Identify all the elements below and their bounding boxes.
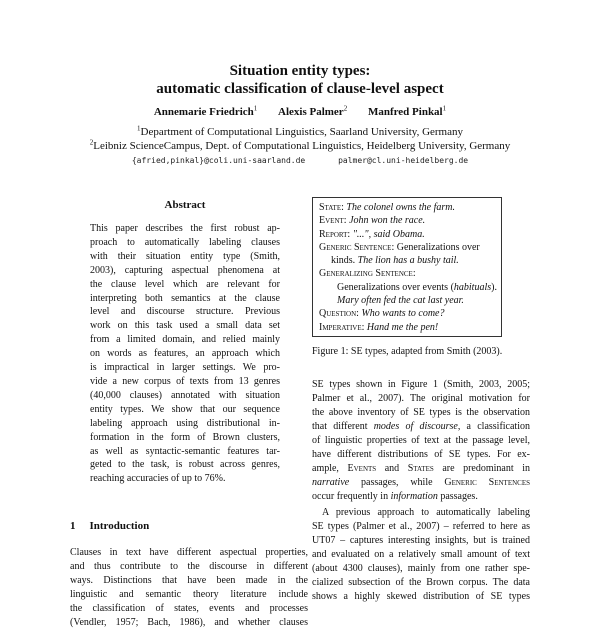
figure-entry-event: Event: John won the race.: [319, 215, 426, 227]
abstract-line: work on this task used a small data set: [90, 320, 280, 332]
abstract-line: is impractical in larger settings. We pro-: [90, 362, 280, 374]
body-line: cialized subsection of the Brown corpus. The data: [312, 577, 530, 588]
figure-entry-imperative: Imperative: Hand me the pen!: [319, 321, 439, 333]
abstract-line: on words as features, an approach which: [90, 348, 280, 360]
abstract-line: proach to automatically labeling clauses: [90, 236, 280, 248]
right-column-paragraph-2: [312, 506, 530, 604]
abstract-line: (40,000 clauses) annotated with situation: [90, 389, 280, 401]
abstract-line: reaching accuracies of up to 76%.: [90, 473, 226, 485]
body-line: Palmer et al., 2007). The original motivation for: [312, 393, 530, 404]
body-line: (about 4300 clauses), mainly from one rather spe-: [312, 563, 530, 574]
title-line-1: Situation entity types:: [229, 63, 371, 79]
body-line: of linguistic properties of text at the passage level,: [312, 435, 530, 446]
abstract-line: entity types. We show that our sequence: [90, 403, 280, 415]
figure-entry-question: Question: Who wants to come?: [319, 308, 445, 320]
abstract-line: 2003), capturing aspectual phenomena at: [90, 264, 280, 276]
abstract-line: with their situation entity type (Smith,: [90, 250, 280, 262]
body-line: that different modes of discourse, a classification: [312, 421, 530, 432]
figure-entry-report: Report: "...", said Obama.: [319, 228, 425, 240]
section-heading: [70, 520, 163, 532]
body-line: SE types (Palmer et al., 2007) – referred to here as: [312, 521, 530, 532]
abstract-line: This paper describes the first robust ap-: [90, 223, 280, 234]
abstract-heading: Abstract: [164, 199, 206, 211]
figure-1-caption: Figure 1: SE types, adapted from Smith (2003).: [312, 346, 503, 357]
body-line: narrative passages, while Generic Sentences: [312, 477, 530, 488]
intro-line: (Vendler, 1957; Bach, 1986), and whether clauses: [70, 617, 308, 628]
author: Annemarie Friedrich$^1$: [153, 104, 258, 118]
figure-entry-state: State: The colonel owns the farm.: [319, 202, 455, 213]
body-line: and evaluated on a relatively small amount of text: [312, 549, 530, 560]
body-line: SE types shown in Figure 1 (Smith, 2003, 2005;: [312, 379, 530, 390]
intro-line: and thus contribute to the discourse in different: [70, 561, 308, 572]
body-line: occur frequently in information passages.: [312, 491, 478, 502]
body-line: ample, Events and States are predominant in: [312, 463, 530, 474]
section-title: Introduction: [89, 520, 150, 532]
affiliation-2: $^2$Leibniz ScienceCampus, Dept. of Computational Linguistics, Heidelberg University, Germany: [89, 138, 511, 152]
figure-entry-generalizing-desc: Generalizations over events (habituals).: [337, 281, 497, 293]
author: Alexis Palmer$^2$: [278, 104, 348, 118]
body-line: A previous approach to automatically labeling: [322, 507, 530, 518]
figure-1-box: [312, 197, 502, 337]
intro-line: linguistic and semantic theory literature include: [70, 589, 308, 600]
figure-entry-generalizing: Generalizing Sentence:: [319, 268, 416, 280]
body-line: have different distributions of SE types. For ex-: [312, 449, 530, 460]
abstract-line: interpreting both semantics at the clause: [90, 292, 280, 304]
abstract-body: [90, 222, 280, 486]
email-addresses: [0, 156, 600, 165]
abstract-line: geted to the task, is robust across genres,: [90, 459, 280, 471]
introduction-body: [70, 546, 308, 630]
body-line: shows a highly skewed distribution of SE types: [312, 591, 530, 602]
title-line-2: automatic classification of clause-level aspect: [156, 81, 444, 97]
figure-entry-generic: Generic Sentence: Generalizations over: [319, 241, 480, 253]
body-line: UT07 – captures interesting insights, but is trained: [312, 535, 530, 546]
figure-entry-generic-cont: kinds. The lion has a bushy tail.: [331, 255, 459, 267]
author: Manfred Pinkal$^1$: [367, 104, 447, 118]
intro-line: Clauses in text have different aspectual properties,: [70, 547, 308, 558]
abstract-line: level and discourse structure. Previous: [90, 306, 280, 318]
body-line: the above inventory of SE types is the observation: [312, 407, 530, 418]
abstract-line: as well as syntactic-semantic features tar-: [90, 445, 280, 457]
email: {afried,pinkal}@coli.uni-saarland.de: [131, 156, 306, 165]
right-column-paragraph-1: [312, 378, 530, 504]
figure-entry-generalizing-ex: Mary often fed the cat last year.: [337, 295, 464, 307]
affiliation-1: $^1$Department of Computational Linguistics, Saarland University, Germany: [137, 124, 463, 138]
abstract-line: formation in the form of Brown clusters,: [90, 431, 280, 443]
intro-line: the classification of states, events and processes: [70, 603, 308, 614]
author-list: [0, 106, 600, 118]
abstract-line: vide a new corpus of texts from 13 genres: [90, 375, 280, 387]
abstract-line: the clause level which are relevant for: [90, 278, 280, 290]
abstract-line: labeling approach using distributional in-: [90, 417, 280, 429]
intro-line: ways. Distinctions that have been made in the: [70, 575, 308, 586]
abstract-line: from a limited domain, and relied mainly: [90, 334, 280, 346]
paper-title: [0, 62, 600, 98]
email: palmer@cl.uni-heidelberg.de: [338, 156, 469, 165]
section-number: 1: [70, 520, 76, 532]
